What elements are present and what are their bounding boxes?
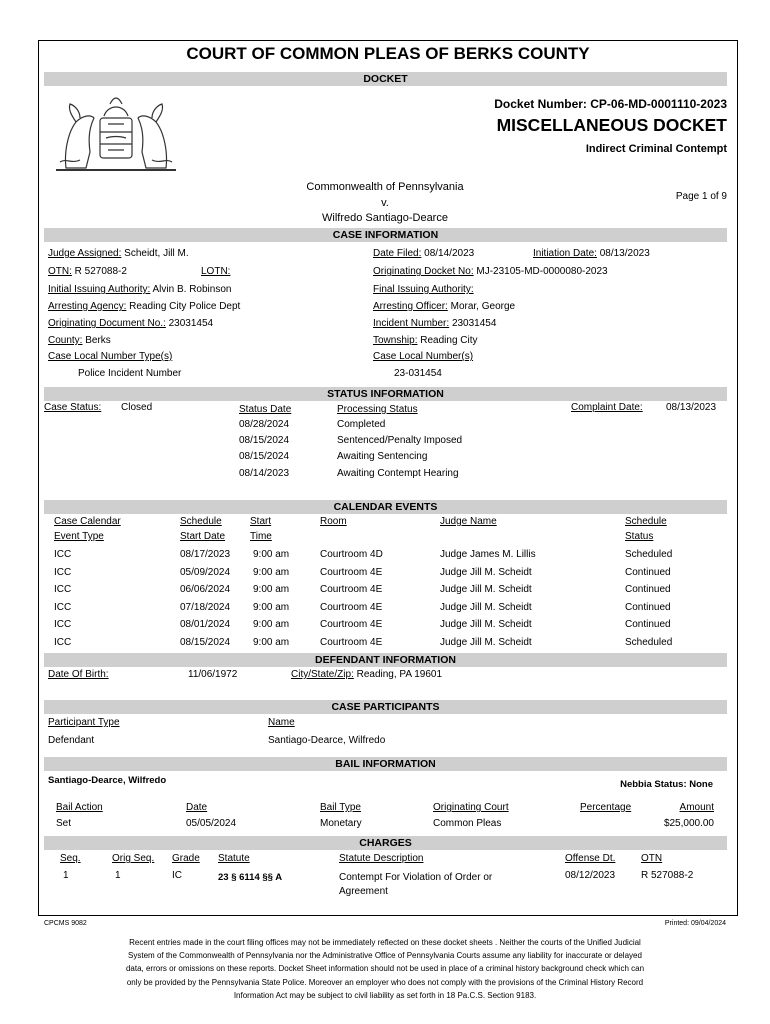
charge-offense-date-header: Offense Dt. — [565, 853, 616, 864]
cal-header-type2: Event Type — [54, 531, 104, 542]
bail-defendant-name: Santiago-Dearce, Wilfredo — [48, 775, 167, 786]
cal-status: Continued — [625, 584, 671, 596]
status-row-status: Completed — [337, 419, 386, 430]
disclaimer-line: data, errors or omissions on these reports. Docket Sheet information should not be used in place of a criminal history background check which can — [125, 964, 645, 974]
docket-subtype: Indirect Criminal Contempt — [585, 143, 727, 155]
bail-date-value: 05/05/2024 — [186, 818, 237, 829]
bail-court-value: Common Pleas — [433, 818, 502, 829]
participant-type-header: Participant Type — [48, 717, 120, 728]
cal-event-type: ICC — [54, 601, 72, 613]
docket-type: MISCELLANEOUS DOCKET — [496, 115, 727, 135]
disclaimer-line: Recent entries made in the court filing offices may not be immediately reflected on these docket sheets . Neither the courts of the Unified Judicial — [129, 938, 641, 947]
judge-assigned: Judge Assigned: Scheidt, Jill M. — [48, 248, 189, 259]
cal-start-time: 9:00 am — [253, 637, 290, 648]
cal-header-start2: Time — [250, 531, 272, 542]
cal-judge: Judge Jill M. Scheidt — [440, 601, 532, 613]
lotn: LOTN: — [201, 266, 231, 277]
cal-judge: Judge Jill M. Scheidt — [440, 637, 532, 648]
printed-date: Printed: 09/04/2024 — [664, 920, 726, 927]
cal-header-judge: Judge Name — [440, 516, 497, 527]
participant-type-value: Defendant — [48, 735, 95, 746]
case-local-number-type-value: Police Incident Number — [78, 368, 182, 379]
charge-grade-header: Grade — [172, 853, 200, 864]
cal-start-date: 08/01/2024 — [180, 619, 231, 631]
bail-action-header: Bail Action — [56, 802, 103, 813]
cal-start-date: 05/09/2024 — [180, 566, 231, 578]
status-information-bar: STATUS INFORMATION — [44, 387, 727, 401]
cal-judge: Judge James M. Lillis — [440, 549, 536, 560]
cal-status: Continued — [625, 601, 671, 613]
initiation-date: Initiation Date: 08/13/2023 — [533, 248, 650, 259]
charge-description-header: Statute Description — [339, 853, 424, 864]
cal-event-type: ICC — [54, 637, 72, 648]
bail-amount-header: Amount — [679, 802, 714, 813]
cal-header-status1: Schedule — [625, 516, 667, 527]
cal-status: Scheduled — [625, 637, 673, 648]
status-row-date: 08/15/2024 — [239, 451, 290, 462]
cal-judge: Judge Jill M. Scheidt — [440, 619, 532, 631]
cal-status: Continued — [625, 566, 671, 578]
cal-room: Courtroom 4E — [320, 637, 383, 648]
bail-action-value: Set — [56, 818, 72, 829]
case-status-value: Closed — [121, 402, 153, 413]
charge-grade: IC — [172, 870, 182, 881]
cal-header-sched2: Start Date — [180, 531, 226, 542]
cal-room: Courtroom 4E — [320, 601, 383, 613]
disclaimer-line: System of the Commonwealth of Pennsylvania nor the Administrative Office of Pennsylvania Courts assume any liability for inaccurate or delayed — [128, 951, 642, 961]
charge-statute-header: Statute — [218, 853, 250, 864]
cal-start-time: 9:00 am — [253, 619, 290, 631]
cal-status: Scheduled — [625, 549, 673, 560]
case-local-number-type-label: Case Local Number Type(s) — [48, 351, 173, 362]
bail-date-header: Date — [186, 802, 208, 813]
cal-judge: Judge Jill M. Scheidt — [440, 584, 532, 596]
cal-header-start1: Start — [250, 516, 272, 527]
initial-issuing-authority: Initial Issuing Authority: Alvin B. Robinson — [48, 284, 232, 295]
cal-event-type: ICC — [54, 566, 72, 578]
status-row-status: Sentenced/Penalty Imposed — [337, 435, 463, 446]
bail-amount-value: $25,000.00 — [663, 818, 714, 829]
docket-bar: DOCKET — [44, 72, 727, 86]
complaint-date-value: 08/13/2023 — [666, 402, 717, 413]
caption-v: v. — [381, 197, 389, 209]
docket-number: Docket Number: CP-06-MD-0001110-2023 — [494, 97, 727, 111]
cal-judge: Judge Jill M. Scheidt — [440, 566, 532, 578]
cal-start-date: 06/06/2024 — [180, 584, 231, 596]
participant-name-value: Santiago-Dearce, Wilfredo — [268, 735, 386, 746]
arresting-agency: Arresting Agency: Reading City Police Dept — [48, 301, 241, 312]
bail-type-header: Bail Type — [320, 802, 361, 813]
originating-document: Originating Document No.: 23031454 — [48, 318, 214, 329]
date-filed: Date Filed: 08/14/2023 — [373, 248, 475, 259]
cal-start-time: 9:00 am — [253, 584, 290, 596]
cal-start-time: 9:00 am — [253, 549, 290, 560]
case-status-label: Case Status: — [44, 402, 102, 413]
caption-defendant: Wilfredo Santiago-Dearce — [322, 212, 448, 224]
county: County: Berks — [48, 335, 111, 346]
arresting-officer: Arresting Officer: Morar, George — [373, 301, 516, 312]
originating-docket: Originating Docket No: MJ-23105-MD-0000080-2023 — [373, 266, 608, 277]
cal-room: Courtroom 4E — [320, 566, 383, 578]
cal-event-type: ICC — [54, 549, 72, 560]
charge-statute: 23 § 6114 §§ A — [218, 872, 283, 883]
bail-information-bar: BAIL INFORMATION — [44, 757, 727, 771]
status-row-date: 08/28/2024 — [239, 419, 290, 430]
caption-plaintiff: Commonwealth of Pennsylvania — [306, 181, 464, 193]
calendar-events-bar: CALENDAR EVENTS — [44, 500, 727, 514]
case-participants-bar: CASE PARTICIPANTS — [44, 700, 727, 714]
cal-room: Courtroom 4E — [320, 619, 383, 631]
otn: OTN: R 527088-2 — [48, 266, 127, 277]
cal-header-status2: Status — [625, 531, 654, 542]
case-local-number-label: Case Local Number(s) — [373, 351, 474, 362]
cal-header-sched1: Schedule — [180, 516, 222, 527]
status-row-status: Awaiting Sentencing — [337, 451, 428, 462]
disclaimer-line: Information Act may be subject to civil liability as set forth in 18 Pa.C.S. Section 9183. — [233, 990, 537, 1000]
status-row-status: Awaiting Contempt Hearing — [337, 468, 459, 479]
charge-seq: 1 — [63, 870, 69, 881]
dob-value: 11/06/1972 — [188, 669, 238, 680]
charge-description-line1: Contempt For Violation of Order or — [339, 872, 493, 883]
cal-start-date: 07/18/2024 — [180, 601, 231, 613]
cal-room: Courtroom 4E — [320, 584, 383, 596]
charge-seq-header: Seq. — [60, 853, 81, 864]
cal-room: Courtroom 4D — [320, 549, 383, 560]
bail-court-header: Originating Court — [433, 802, 509, 813]
charge-orig-seq-header: Orig Seq. — [112, 853, 155, 864]
case-information-bar: CASE INFORMATION — [44, 228, 727, 242]
charge-description-line2: Agreement — [339, 886, 388, 897]
city-state-zip: City/State/Zip: Reading, PA 19601 — [291, 669, 443, 680]
charge-otn: R 527088-2 — [641, 870, 694, 881]
bail-type-value: Monetary — [320, 818, 362, 829]
participant-name-header: Name — [268, 717, 295, 728]
status-row-date: 08/14/2023 — [239, 468, 290, 479]
pennsylvania-seal-icon — [46, 92, 186, 176]
case-local-number-value: 23-031454 — [394, 368, 442, 379]
status-date-header: Status Date — [239, 404, 292, 415]
form-number: CPCMS 9082 — [44, 920, 87, 927]
bail-percentage-header: Percentage — [580, 802, 632, 813]
cal-header-room: Room — [320, 516, 347, 527]
cal-header-type1: Case Calendar — [54, 516, 121, 527]
disclaimer — [80, 936, 690, 1002]
charge-orig-seq: 1 — [115, 870, 121, 881]
township: Township: Reading City — [373, 335, 478, 346]
page-number: Page 1 of 9 — [675, 191, 727, 202]
defendant-information-bar: DEFENDANT INFORMATION — [44, 653, 727, 667]
complaint-date-label: Complaint Date: — [571, 402, 643, 413]
cal-status: Continued — [625, 619, 671, 631]
final-issuing-authority: Final Issuing Authority: — [373, 284, 474, 295]
cal-start-date: 08/15/2024 — [180, 637, 231, 648]
cal-event-type: ICC — [54, 619, 72, 631]
cal-start-time: 9:00 am — [253, 566, 290, 578]
cal-event-type: ICC — [54, 584, 72, 596]
cal-start-date: 08/17/2023 — [180, 549, 231, 560]
nebbia-status: Nebbia Status: None — [620, 779, 713, 790]
charges-bar: CHARGES — [44, 836, 727, 850]
court-title: COURT OF COMMON PLEAS OF BERKS COUNTY — [186, 44, 590, 63]
status-row-date: 08/15/2024 — [239, 435, 290, 446]
charge-offense-date: 08/12/2023 — [565, 870, 616, 881]
disclaimer-line: only be provided by the Pennsylvania State Police. Moreover an employer who does not comply with the provisions of the Criminal History Record — [126, 977, 644, 987]
cal-start-time: 9:00 am — [253, 601, 290, 613]
dob-label: Date Of Birth: — [48, 669, 109, 680]
charge-otn-header: OTN — [641, 853, 663, 864]
incident-number: Incident Number: 23031454 — [373, 318, 497, 329]
processing-status-header: Processing Status — [337, 404, 418, 415]
